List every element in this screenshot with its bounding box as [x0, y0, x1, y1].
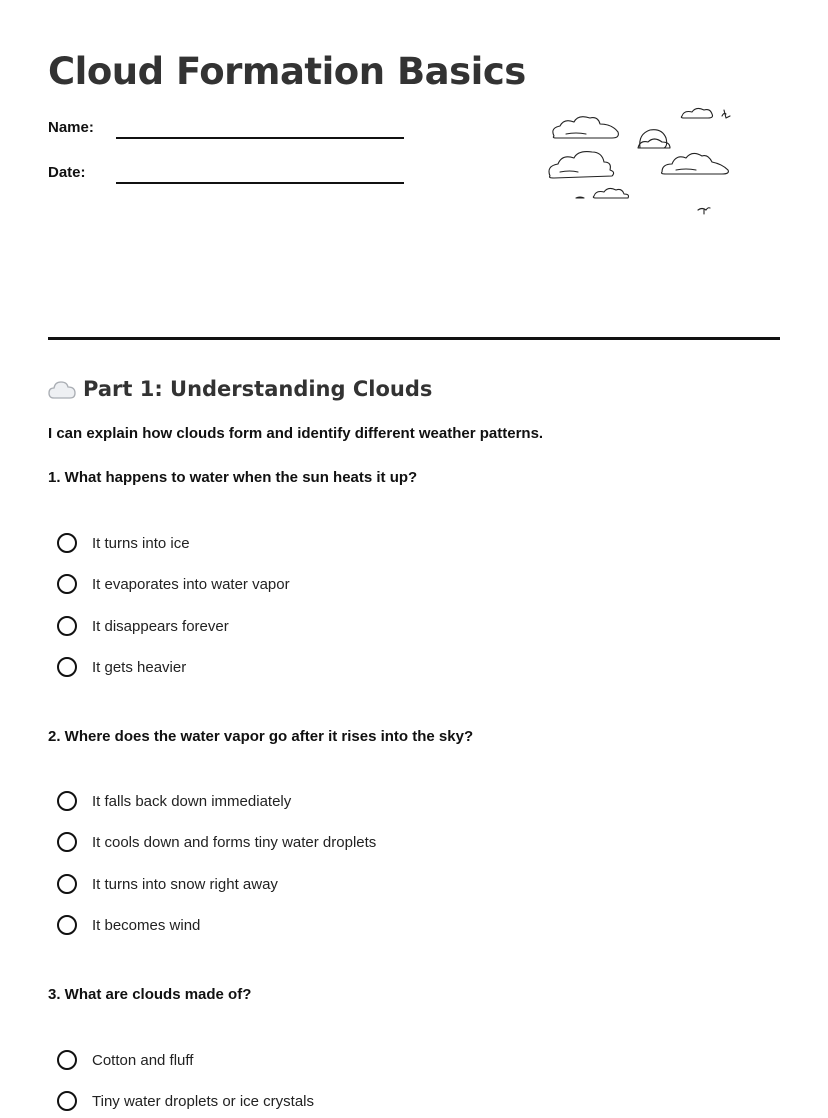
- q2-option-3[interactable]: [57, 871, 278, 897]
- radio-button[interactable]: [57, 657, 77, 677]
- name-field[interactable]: [48, 117, 408, 141]
- option-label: It disappears forever: [92, 617, 229, 635]
- radio-button[interactable]: [57, 616, 77, 636]
- question-1-text: 1. What happens to water when the sun heats it up?: [48, 469, 418, 486]
- q3-option-2[interactable]: [57, 1088, 314, 1114]
- option-label: It gets heavier: [92, 658, 187, 676]
- date-label: Date:: [48, 164, 86, 181]
- option-label: It cools down and forms tiny water droplets: [92, 833, 377, 851]
- q1-option-1[interactable]: [57, 530, 190, 556]
- learning-objective: I can explain how clouds form and identify different weather patterns.: [48, 425, 544, 442]
- q2-option-4[interactable]: [57, 912, 200, 938]
- q2-option-1[interactable]: [57, 788, 291, 814]
- q3-option-1[interactable]: [57, 1047, 193, 1073]
- option-label: Tiny water droplets or ice crystals: [92, 1092, 315, 1110]
- option-label: It turns into ice: [92, 534, 190, 552]
- name-line[interactable]: [116, 137, 404, 139]
- part1-title: Part 1: Understanding Clouds: [83, 377, 433, 401]
- cloud-icon: [48, 378, 76, 400]
- radio-button[interactable]: [57, 832, 77, 852]
- page-title: Cloud Formation Basics: [48, 50, 526, 93]
- option-label: It turns into snow right away: [92, 875, 278, 893]
- question-2-text: 2. Where does the water vapor go after it rises into the sky?: [48, 728, 474, 745]
- part1-header: [48, 372, 432, 406]
- radio-button[interactable]: [57, 533, 77, 553]
- date-field[interactable]: [48, 162, 408, 186]
- option-label: It evaporates into water vapor: [92, 575, 290, 593]
- section-divider: [48, 337, 780, 340]
- radio-button[interactable]: [57, 574, 77, 594]
- q1-option-2[interactable]: [57, 571, 290, 597]
- radio-button[interactable]: [57, 791, 77, 811]
- q1-option-4[interactable]: [57, 654, 186, 680]
- option-label: It becomes wind: [92, 916, 201, 934]
- q2-option-2[interactable]: [57, 829, 376, 855]
- option-label: Cotton and fluff: [92, 1051, 194, 1069]
- name-label: Name:: [48, 119, 94, 136]
- question-3-text: 3. What are clouds made of?: [48, 986, 252, 1003]
- date-line[interactable]: [116, 182, 404, 184]
- clouds-illustration: [516, 54, 776, 224]
- radio-button[interactable]: [57, 1050, 77, 1070]
- radio-button[interactable]: [57, 874, 77, 894]
- q1-option-3[interactable]: [57, 613, 229, 639]
- radio-button[interactable]: [57, 915, 77, 935]
- radio-button[interactable]: [57, 1091, 77, 1111]
- option-label: It falls back down immediately: [92, 792, 292, 810]
